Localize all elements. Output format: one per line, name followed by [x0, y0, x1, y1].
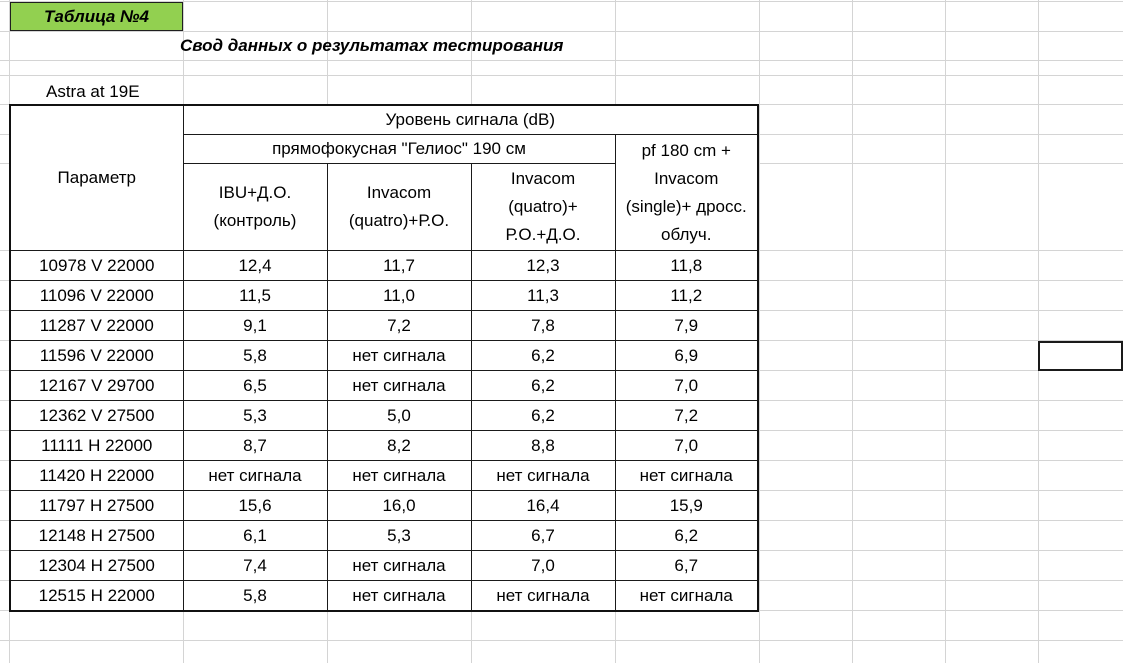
signal-value-cell[interactable]: 11,5 — [183, 281, 327, 311]
table-row — [10, 311, 758, 341]
signal-value-cell[interactable]: 7,2 — [615, 401, 758, 431]
row-param-cell[interactable]: 12167 V 29700 — [10, 371, 183, 401]
row-param-cell[interactable]: 12304 H 27500 — [10, 551, 183, 581]
results-table — [9, 104, 759, 612]
grid-line — [0, 60, 1123, 61]
signal-value-cell[interactable]: 7,4 — [183, 551, 327, 581]
table-row — [10, 401, 758, 431]
grid-line — [0, 75, 1123, 76]
signal-value-cell[interactable]: нет сигнала — [615, 461, 758, 491]
signal-value-cell[interactable]: 7,0 — [471, 551, 615, 581]
signal-value-cell[interactable]: 6,7 — [471, 521, 615, 551]
signal-value-cell[interactable]: 5,0 — [327, 401, 471, 431]
table-row — [10, 371, 758, 401]
signal-value-cell[interactable]: 6,9 — [615, 341, 758, 371]
col4-header-line: (single)+ дросс. — [625, 196, 747, 216]
signal-value-cell[interactable]: 8,2 — [327, 431, 471, 461]
col2-header[interactable] — [327, 164, 471, 251]
signal-value-cell[interactable]: нет сигнала — [327, 551, 471, 581]
col2-header-line: (quatro)+Р.О. — [348, 211, 450, 230]
row-param-cell[interactable]: 12515 H 22000 — [10, 581, 183, 612]
signal-value-cell[interactable]: 15,6 — [183, 491, 327, 521]
signal-value-cell[interactable]: 12,4 — [183, 251, 327, 281]
signal-value-cell[interactable]: 6,2 — [471, 371, 615, 401]
table-row — [10, 491, 758, 521]
signal-value-cell[interactable]: 12,3 — [471, 251, 615, 281]
param-header[interactable]: Параметр — [10, 105, 183, 251]
signal-value-cell[interactable]: нет сигнала — [327, 371, 471, 401]
table-row — [10, 521, 758, 551]
signal-value-cell[interactable]: 7,2 — [327, 311, 471, 341]
signal-value-cell[interactable]: нет сигнала — [471, 461, 615, 491]
signal-value-cell[interactable]: 11,2 — [615, 281, 758, 311]
row-param-cell[interactable]: 11596 V 22000 — [10, 341, 183, 371]
signal-value-cell[interactable]: 6,5 — [183, 371, 327, 401]
row-param-cell[interactable]: 12148 H 27500 — [10, 521, 183, 551]
table-row — [10, 341, 758, 371]
row-param-cell[interactable]: 11287 V 22000 — [10, 311, 183, 341]
row-param-cell[interactable]: 11797 H 27500 — [10, 491, 183, 521]
signal-value-cell[interactable]: 7,9 — [615, 311, 758, 341]
table-row — [10, 551, 758, 581]
signal-value-cell[interactable]: 6,2 — [615, 521, 758, 551]
signal-value-cell[interactable]: 6,1 — [183, 521, 327, 551]
col3-header-line: (quatro)+ — [508, 197, 578, 216]
col3-header-line: Р.О.+Д.О. — [505, 225, 581, 244]
sheet-subtitle[interactable]: Свод данных о результатах тестирования — [180, 36, 564, 55]
col2-header-line: Invacom — [366, 183, 432, 202]
signal-value-cell[interactable]: 11,7 — [327, 251, 471, 281]
col3-header-line: Invacom — [510, 169, 576, 188]
row-param-cell[interactable]: 10978 V 22000 — [10, 251, 183, 281]
signal-value-cell[interactable]: нет сигнала — [615, 581, 758, 612]
table-row — [10, 281, 758, 311]
row-param-cell[interactable]: 11096 V 22000 — [10, 281, 183, 311]
table-row — [10, 251, 758, 281]
signal-value-cell[interactable]: 11,0 — [327, 281, 471, 311]
col3-header[interactable] — [471, 164, 615, 251]
signal-value-cell[interactable]: 5,8 — [183, 341, 327, 371]
signal-value-cell[interactable]: 16,4 — [471, 491, 615, 521]
signal-value-cell[interactable]: 7,8 — [471, 311, 615, 341]
table-row — [10, 431, 758, 461]
grid-line — [759, 0, 760, 663]
table-row — [10, 581, 758, 612]
signal-value-cell[interactable]: нет сигнала — [327, 461, 471, 491]
signal-value-cell[interactable]: 6,2 — [471, 401, 615, 431]
signal-value-cell[interactable]: нет сигнала — [327, 341, 471, 371]
active-cell-selection[interactable] — [1038, 341, 1123, 371]
signal-value-cell[interactable]: 6,7 — [615, 551, 758, 581]
col1-header[interactable] — [183, 164, 327, 251]
satellite-label[interactable]: Astra at 19E — [46, 82, 140, 101]
signal-value-cell[interactable]: нет сигнала — [183, 461, 327, 491]
grid-line — [945, 0, 946, 663]
grid-line — [0, 31, 1123, 32]
signal-value-cell[interactable]: 15,9 — [615, 491, 758, 521]
signal-value-cell[interactable]: 7,0 — [615, 371, 758, 401]
signal-value-cell[interactable]: 8,7 — [183, 431, 327, 461]
signal-value-cell[interactable]: 7,0 — [615, 431, 758, 461]
grid-line — [852, 0, 853, 663]
signal-value-cell[interactable]: 5,8 — [183, 581, 327, 612]
col1-header-line: (контроль) — [213, 211, 297, 230]
grid-line — [0, 640, 1123, 641]
table-title-cell[interactable]: Таблица №4 — [10, 2, 183, 31]
row-param-cell[interactable]: 11420 H 22000 — [10, 461, 183, 491]
table-row — [10, 461, 758, 491]
row-param-cell[interactable]: 12362 V 27500 — [10, 401, 183, 431]
signal-value-cell[interactable]: 8,8 — [471, 431, 615, 461]
col4-header-line: pf 180 cm + — [641, 140, 731, 160]
signal-value-cell[interactable]: 16,0 — [327, 491, 471, 521]
signal-value-cell[interactable]: 5,3 — [183, 401, 327, 431]
col4-header-line: облуч. — [661, 224, 712, 244]
col4-header-line: Invacom — [654, 168, 719, 188]
table-body — [10, 251, 758, 612]
signal-level-header[interactable]: Уровень сигнала (dB) — [183, 105, 758, 135]
col4-header[interactable] — [615, 135, 758, 251]
signal-value-cell[interactable]: нет сигнала — [327, 581, 471, 612]
signal-value-cell[interactable]: 5,3 — [327, 521, 471, 551]
signal-value-cell[interactable]: 6,2 — [471, 341, 615, 371]
col1-header-line: IBU+Д.О. — [218, 183, 292, 202]
antenna-group-header[interactable]: прямофокусная "Гелиос" 190 см — [183, 135, 615, 164]
signal-value-cell[interactable]: 9,1 — [183, 311, 327, 341]
signal-value-cell[interactable]: 11,3 — [471, 281, 615, 311]
grid-line — [1038, 0, 1039, 663]
signal-value-cell[interactable]: 11,8 — [615, 251, 758, 281]
signal-value-cell[interactable]: нет сигнала — [471, 581, 615, 612]
row-param-cell[interactable]: 11111 H 22000 — [10, 431, 183, 461]
